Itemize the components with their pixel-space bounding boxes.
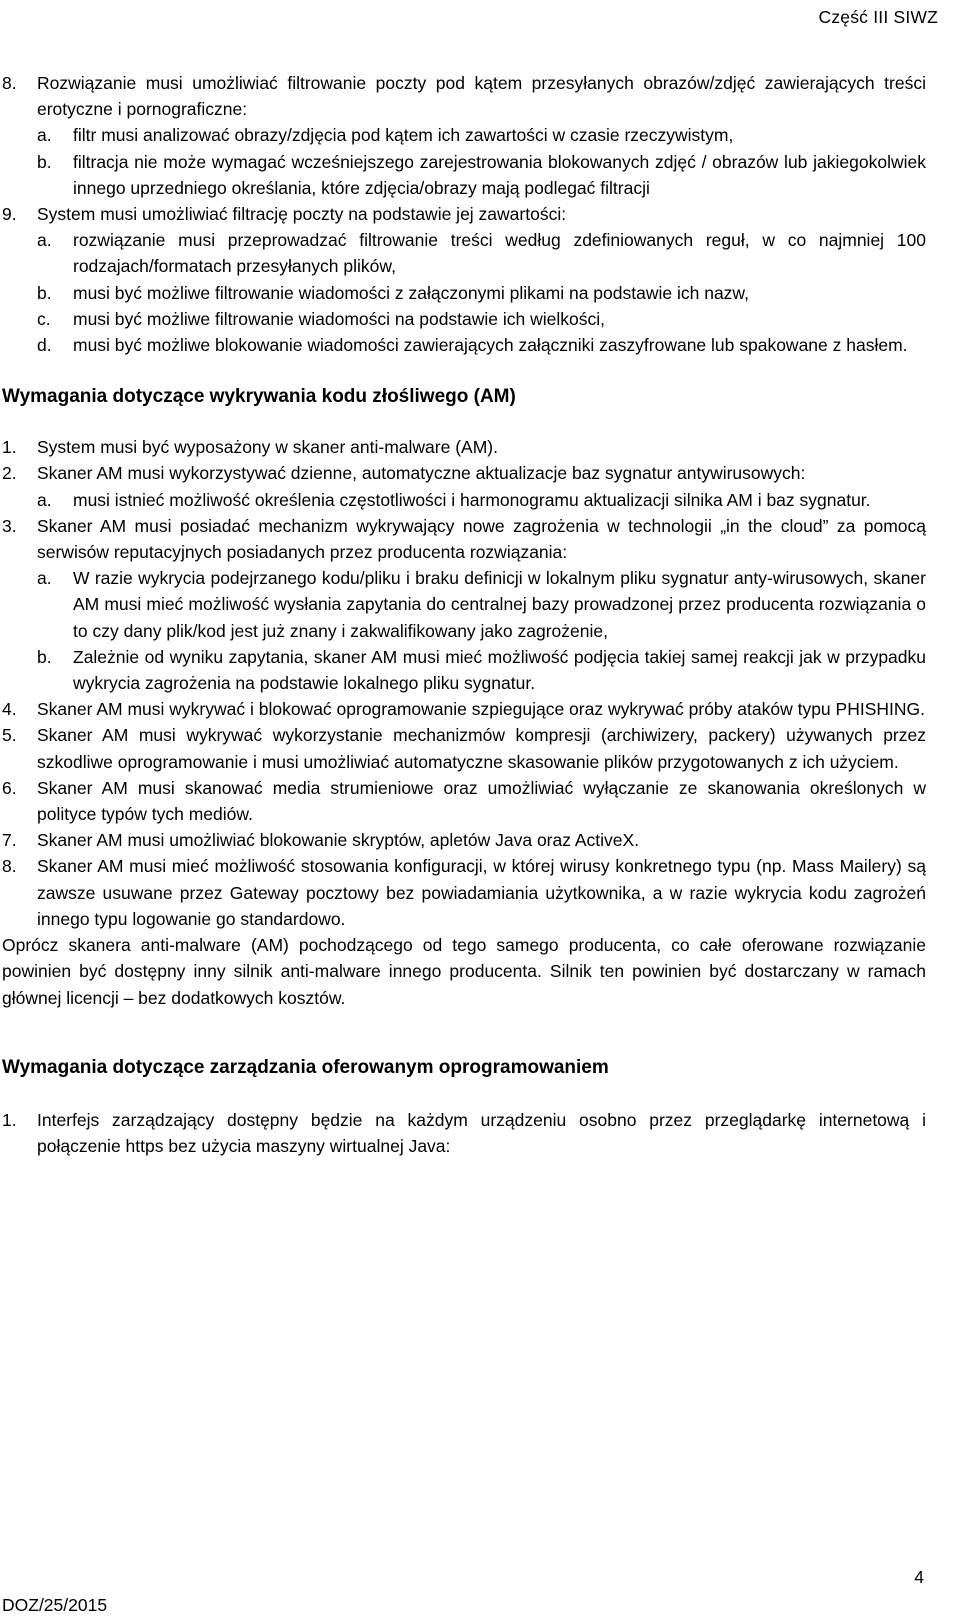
sub-item-letter: b. xyxy=(37,646,52,667)
sub-item-letter: a. xyxy=(37,489,52,510)
list-item-number: 3. xyxy=(2,515,17,536)
sub-item-letter: d. xyxy=(37,335,52,356)
list-item-text: Skaner AM musi mieć możliwość stosowania konfiguracji, w której wirusy konkretnego typu (np. Mass Mailery) są zawsze usuwane przez Gateway pocztowy bez powiadamiania użytkownika, a w razie wykrycia kodu zagrożeń innego typu logowanie go standardowo. xyxy=(37,856,926,929)
sub-item-letter: a. xyxy=(37,125,52,146)
sub-item-letter: c. xyxy=(37,308,51,329)
page-header: Część III SIWZ xyxy=(818,7,938,27)
sub-list-item xyxy=(2,487,926,513)
list-item xyxy=(2,513,926,565)
sub-item-letter: b. xyxy=(37,282,52,303)
sub-item-text: W razie wykrycia podejrzanego kodu/pliku i braku definicji w lokalnym pliku sygnatur anty-wirusowych, skaner AM musi mieć możliwość wysłania zapytania do centralnej bazy prowadzonej przez producenta rozwiązania o to czy dany plik/kod jest już znany i zakwalifikowany jako zagrożenie, xyxy=(73,568,926,641)
sub-item-letter: a. xyxy=(37,230,52,251)
am-requirements-list xyxy=(2,434,926,932)
sub-item-text: musi być możliwe filtrowanie wiadomości z załączonymi plikami na podstawie ich nazw, xyxy=(73,282,749,303)
list-item xyxy=(2,70,926,122)
sub-list-item xyxy=(2,280,926,306)
sub-item-text: musi być możliwe blokowanie wiadomości zawierających załączniki zaszyfrowane lub spakowane z hasłem. xyxy=(73,335,908,356)
management-requirements-list xyxy=(2,1107,926,1159)
list-item-text: Interfejs zarządzający dostępny będzie na każdym urządzeniu osobno przez przeglądarkę internetową i połączenie https bez użycia maszyny wirtualnej Java: xyxy=(37,1109,926,1156)
list-item-number: 7. xyxy=(2,830,17,851)
list-item xyxy=(2,201,926,227)
list-item xyxy=(2,434,926,460)
sub-item-text: Zależnie od wyniku zapytania, skaner AM musi mieć możliwość podjęcia takiej samej reakcji jak w przypadku wykrycia zagrożenia na podstawie lokalnego pliku sygnatur. xyxy=(73,646,926,694)
list-item-number: 6. xyxy=(2,777,17,798)
list-item xyxy=(2,827,926,853)
list-item-number: 9. xyxy=(2,204,17,225)
list-item-text: Skaner AM musi wykorzystywać dzienne, automatyczne aktualizacje baz sygnatur antywirusowych: xyxy=(37,463,806,484)
sub-list-item xyxy=(2,227,926,279)
list-item-text: Skaner AM musi wykrywać i blokować oprogramowanie szpiegujące oraz wykrywać próby ataków typu PHISHING. xyxy=(37,699,925,720)
list-item xyxy=(2,696,926,722)
section-heading-am: Wymagania dotyczące wykrywania kodu złośliwego (AM) xyxy=(2,386,516,408)
document-body xyxy=(2,70,926,1159)
sub-list-item xyxy=(2,122,926,148)
list-item-text: Rozwiązanie musi umożliwiać filtrowanie poczty pod kątem przesyłanych obrazów/zdjęć zawierających treści erotyczne i pornograficzne: xyxy=(37,73,926,120)
document-reference: DOZ/25/2015 xyxy=(2,1595,108,1615)
sub-item-text: filtr musi analizować obrazy/zdjęcia pod kątem ich zawartości w czasie rzeczywistym, xyxy=(73,125,734,146)
list-item-text: System musi umożliwiać filtrację poczty na podstawie jej zawartości: xyxy=(37,204,567,225)
sub-list-item xyxy=(2,565,926,644)
list-item xyxy=(2,1107,926,1159)
section-heading-management: Wymagania dotyczące zarządzania oferowanym oprogramowaniem xyxy=(2,1056,609,1078)
list-item xyxy=(2,460,926,486)
sub-list-item xyxy=(2,644,926,696)
sub-item-letter: b. xyxy=(37,151,52,172)
sub-item-text: musi być możliwe filtrowanie wiadomości na podstawie ich wielkości, xyxy=(73,308,606,329)
page-number: 4 xyxy=(914,1567,924,1587)
list-item xyxy=(2,722,926,774)
list-item-number: 8. xyxy=(2,73,17,93)
list-item-number: 8. xyxy=(2,856,17,877)
sub-list-item xyxy=(2,306,926,332)
sub-list-item xyxy=(2,332,926,358)
list-item-number: 2. xyxy=(2,463,17,484)
am-summary-paragraph: Oprócz skanera anti-malware (AM) pochodzącego od tego samego producenta, co całe oferowane rozwiązanie powinien być dostępny inny silnik anti-malware innego producenta. Silnik ten powinien być dostarczany w ramach głównej licencji – bez dodatkowych kosztów. xyxy=(2,935,926,1008)
list-item-text: Skaner AM musi wykrywać wykorzystanie mechanizmów kompresji (archiwizery, packery) używanych przez szkodliwe oprogramowanie i musi umożliwiać automatyczne skasowanie plików przygotowanych z ich użyciem. xyxy=(37,725,926,772)
list-item-text: System musi być wyposażony w skaner anti-malware (AM). xyxy=(37,437,498,458)
list-item-number: 1. xyxy=(2,437,17,458)
list-item-text: Skaner AM musi posiadać mechanizm wykrywający nowe zagrożenia w technologii „in the cloud” za pomocą serwisów reputacyjnych posiadanych przez producenta rozwiązania: xyxy=(37,515,926,563)
list-item-text: Skaner AM musi skanować media strumieniowe oraz umożliwiać wyłączanie ze skanowania określonych w polityce typów tych mediów. xyxy=(37,777,926,825)
list-item xyxy=(2,775,926,827)
sub-list-item xyxy=(2,149,926,201)
sub-item-text: musi istnieć możliwość określenia częstotliwości i harmonogramu aktualizacji silnika AM i baz sygnatur. xyxy=(73,489,871,510)
list-item-number: 4. xyxy=(2,699,17,720)
list-item-text: Skaner AM musi umożliwiać blokowanie skryptów, apletów Java oraz ActiveX. xyxy=(37,830,640,851)
sub-item-letter: a. xyxy=(37,568,52,589)
list-item xyxy=(2,853,926,932)
list-item-number: 1. xyxy=(2,1109,17,1130)
mail-filter-list xyxy=(2,70,926,358)
list-item-number: 5. xyxy=(2,725,17,746)
sub-item-text: rozwiązanie musi przeprowadzać filtrowanie treści według zdefiniowanych reguł, w co najmniej 100 rodzajach/formatach przesyłanych plików, xyxy=(73,230,926,277)
sub-item-text: filtracja nie może wymagać wcześniejszego zarejestrowania blokowanych zdjęć / obrazów lub jakiegokolwiek innego uprzedniego określania, które zdjęcia/obrazy mają podlegać filtracji xyxy=(73,151,926,198)
